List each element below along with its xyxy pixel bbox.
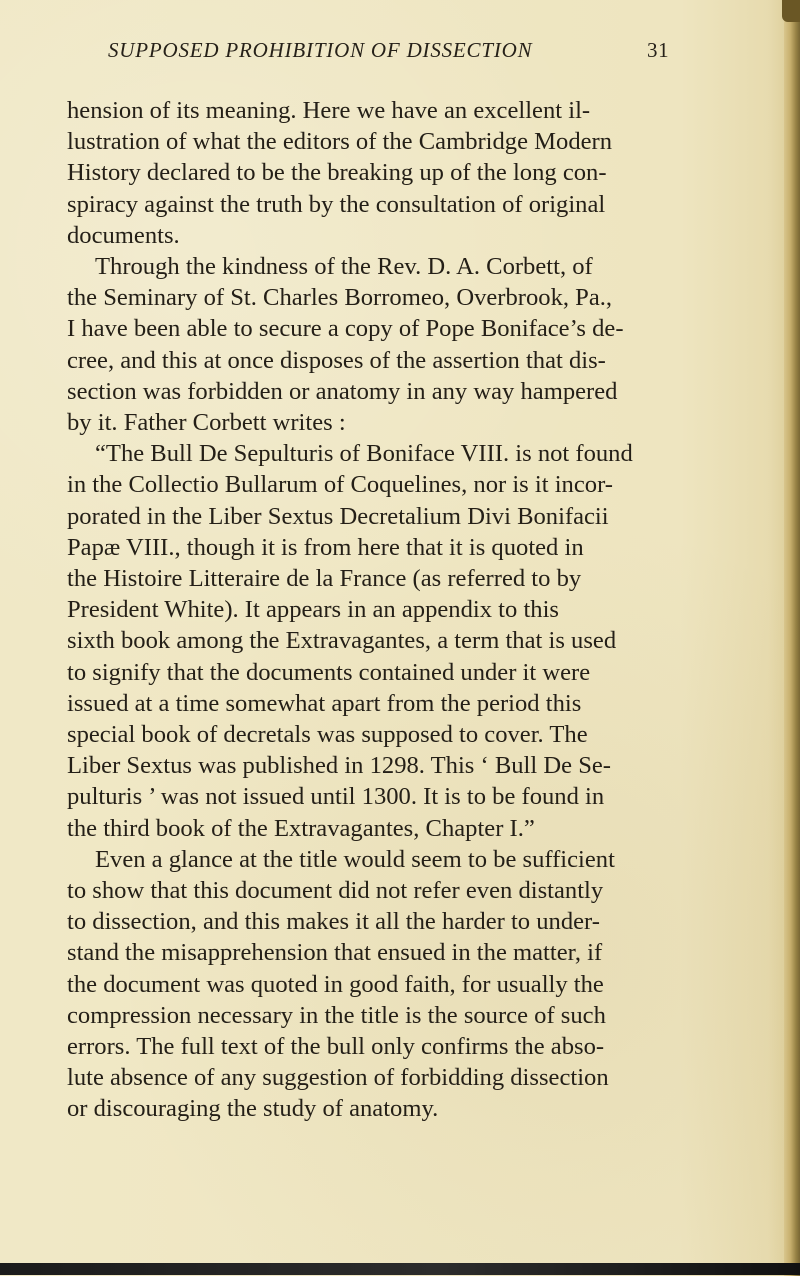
- text-line: to show that this document did not refer even distantly: [67, 877, 604, 904]
- text-line: President White). It appears in an appendix to this: [67, 596, 559, 624]
- text-line: stand the misapprehension that ensued in the matter, if: [67, 939, 603, 967]
- text-line: lustration of what the editors of the Cambridge Modern: [67, 128, 613, 156]
- text-line: History declared to be the breaking up of the long con-: [67, 159, 607, 187]
- text-line: documents.: [67, 221, 180, 249]
- text-line: by it. Father Corbett writes :: [67, 409, 346, 436]
- text-line: to dissection, and this makes it all the harder to under-: [67, 908, 600, 936]
- page-corner-mark: [782, 0, 800, 22]
- text-line: Through the kindness of the Rev. D. A. Corbett, of: [95, 253, 593, 280]
- text-line: cree, and this at once disposes of the assertion that dis-: [67, 346, 606, 374]
- text-line: Liber Sextus was published in 1298. This ‘ Bull De Se-: [67, 752, 611, 780]
- text-line: to signify that the documents contained under it were: [67, 658, 591, 686]
- text-line: pulturis ’ was not issued until 1300. It is to be found in: [67, 783, 605, 811]
- text-line: Papæ VIII., though it is from here that it is quoted in: [67, 533, 584, 561]
- text-line: sixth book among the Extravagantes, a term that is used: [67, 627, 617, 655]
- text-line: the Histoire Litteraire de la France (as referred to by: [67, 565, 582, 592]
- scan-band: [0, 1263, 800, 1275]
- text-line: the document was quoted in good faith, for usually the: [67, 970, 604, 998]
- text-line: errors. The full text of the bull only confirms the abso-: [67, 1033, 605, 1060]
- text-line: “The Bull De Sepulturis of Boniface VIII. is not found: [95, 440, 633, 468]
- text-line: hension of its meaning. Here we have an excellent il-: [67, 97, 591, 124]
- page-edge-shadow: [784, 0, 800, 1276]
- text-line: the Seminary of St. Charles Borromeo, Overbrook, Pa.,: [67, 284, 613, 312]
- text-line: compression necessary in the title is the source of such: [67, 1001, 606, 1029]
- text-line: issued at a time somewhat apart from the period this: [67, 689, 582, 717]
- text-line: section was forbidden or anatomy in any way hampered: [67, 377, 618, 405]
- text-line: spiracy against the truth by the consultation of original: [67, 190, 606, 218]
- text-line: special book of decretals was supposed to cover. The: [67, 721, 588, 748]
- text-line: Even a glance at the title would seem to be sufficient: [95, 845, 615, 873]
- text-line: the third book of the Extravagantes, Chapter I.”: [67, 814, 535, 842]
- text-line: lute absence of any suggestion of forbidding dissection: [67, 1064, 609, 1092]
- text-line: in the Collectio Bullarum of Coquelines, nor is it incor-: [67, 471, 613, 499]
- text-line: I have been able to secure a copy of Pope Boniface’s de-: [67, 315, 624, 343]
- text-line: or discouraging the study of anatomy.: [67, 1095, 439, 1123]
- page-number: 31: [647, 38, 670, 62]
- scan-artifacts: [0, 1252, 800, 1276]
- text-line: porated in the Liber Sextus Decretalium Divi Bonifacii: [67, 502, 609, 530]
- running-header: [0, 38, 800, 68]
- running-title: SUPPOSED PROHIBITION OF DISSECTION: [108, 38, 533, 62]
